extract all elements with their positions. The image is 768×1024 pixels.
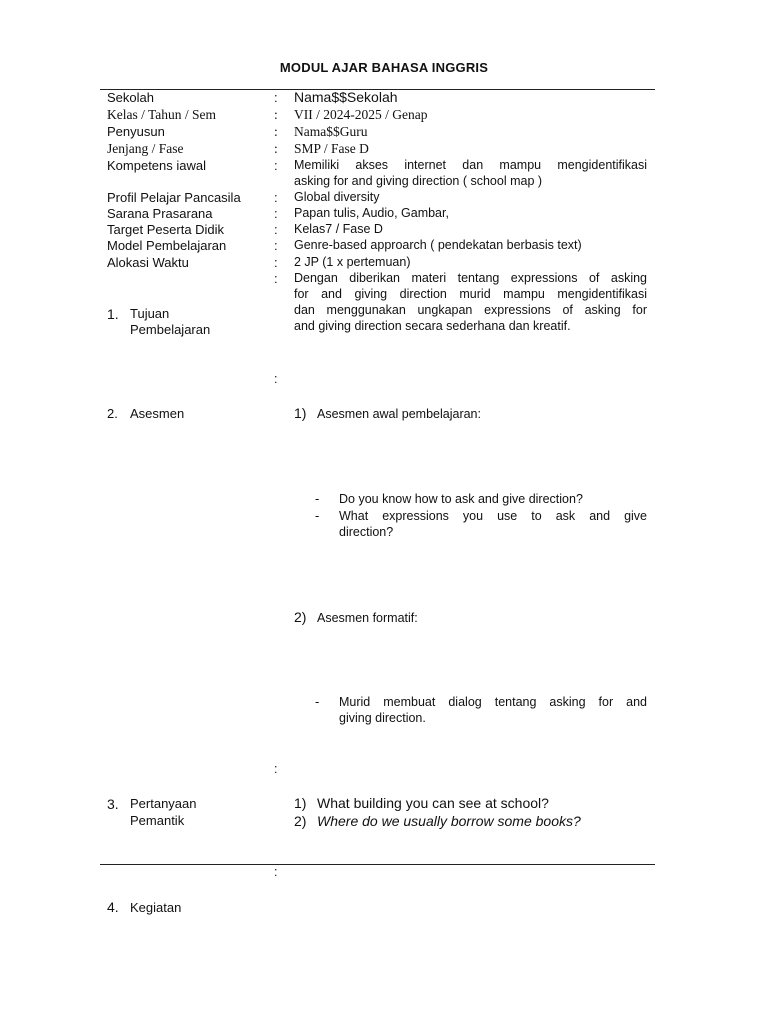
value-alokasi: 2 JP (1 x pertemuan) [294, 255, 411, 269]
asesmen-awal-bullet-1: Do you know how to ask and give direction? [339, 492, 583, 506]
label-model: Model Pembelajaran [107, 238, 227, 253]
colon: : [274, 372, 278, 386]
document-title: MODUL AJAR BAHASA INGGRIS [279, 60, 489, 75]
colon: : [274, 865, 278, 879]
asesmen-formatif-number: 2) [294, 609, 307, 625]
section-divider [100, 864, 655, 865]
colon: : [274, 107, 278, 122]
asesmen-formatif-label: Asesmen formatif: [317, 611, 418, 625]
pertanyaan-label-line-2: Pemantik [130, 813, 185, 828]
value-kompetensi-line-2: asking for and giving direction ( school map ) [294, 174, 543, 188]
asesmen-formatif-bullet-1-line-1: Murid membuat dialog tentang asking for and [339, 695, 647, 709]
value-profil: Global diversity [294, 190, 380, 204]
colon: : [274, 271, 278, 286]
label-profil: Profil Pelajar Pancasila [107, 190, 241, 205]
colon: : [274, 158, 278, 173]
tujuan-line-3: dan menggunakan ungkapan expressions of asking for [294, 303, 647, 317]
colon: : [274, 124, 278, 139]
pertanyaan-label-line-1: Pertanyaan [130, 796, 197, 811]
bullet-dash: - [315, 694, 320, 709]
asesmen-formatif-bullet-1-line-2: giving direction. [339, 711, 426, 725]
colon: : [274, 238, 278, 253]
tujuan-line-2: for and giving direction murid mampu mengidentifikasi [294, 287, 647, 301]
label-alokasi: Alokasi Waktu [107, 255, 189, 270]
tujuan-label-line-1: Tujuan [130, 306, 170, 321]
question-1-number: 1) [294, 795, 307, 811]
colon: : [274, 90, 278, 105]
question-1-text: What building you can see at school? [317, 795, 549, 811]
label-target: Target Peserta Didik [107, 222, 225, 237]
asesmen-awal-label: Asesmen awal pembelajaran: [317, 407, 481, 421]
colon: : [274, 141, 278, 156]
asesmen-awal-bullet-2-line-2: direction? [339, 525, 394, 539]
question-2-number: 2) [294, 813, 307, 829]
section-number: 2. [107, 406, 118, 421]
tujuan-label-line-2: Pembelajaran [130, 322, 211, 337]
tujuan-line-4: and giving direction secara sederhana dan kreatif. [294, 319, 571, 333]
value-model: Genre-based approarch ( pendekatan berbasis text) [294, 238, 582, 252]
colon: : [274, 190, 278, 205]
asesmen-awal-bullet-2-line-1: What expressions you use to ask and give [339, 509, 647, 523]
asesmen-label: Asesmen [130, 406, 185, 421]
value-jenjang: SMP / Fase D [294, 141, 369, 156]
colon: : [274, 255, 278, 270]
section-number: 3. [107, 796, 119, 812]
bullet-dash: - [315, 491, 320, 506]
section-number: 4. [107, 899, 119, 915]
tujuan-line-1: Dengan diberikan materi tentang expressions of asking [294, 271, 647, 285]
colon: : [274, 222, 278, 237]
label-sarana: Sarana Prasarana [107, 206, 213, 221]
colon: : [274, 206, 278, 221]
colon: : [274, 762, 278, 776]
value-kelas: VII / 2024-2025 / Genap [294, 107, 428, 122]
kegiatan-label: Kegiatan [130, 900, 182, 915]
label-sekolah: Sekolah [107, 90, 154, 105]
value-kompetensi-line-1: Memiliki akses internet dan mampu mengidentifikasi [294, 158, 647, 172]
question-2-text: Where do we usually borrow some books? [317, 813, 581, 829]
label-kelas: Kelas / Tahun / Sem [107, 107, 217, 122]
value-sarana: Papan tulis, Audio, Gambar, [294, 206, 449, 220]
value-penyusun: Nama$$Guru [294, 124, 368, 139]
label-kompetensi: Kompetens iawal [107, 158, 206, 173]
asesmen-awal-number: 1) [294, 405, 307, 421]
label-penyusun: Penyusun [107, 124, 165, 139]
value-target: Kelas7 / Fase D [294, 222, 383, 236]
bullet-dash: - [315, 508, 320, 523]
section-number: 1. [107, 306, 119, 322]
label-jenjang: Jenjang / Fase [107, 141, 184, 156]
value-sekolah: Nama$$Sekolah [294, 89, 398, 105]
